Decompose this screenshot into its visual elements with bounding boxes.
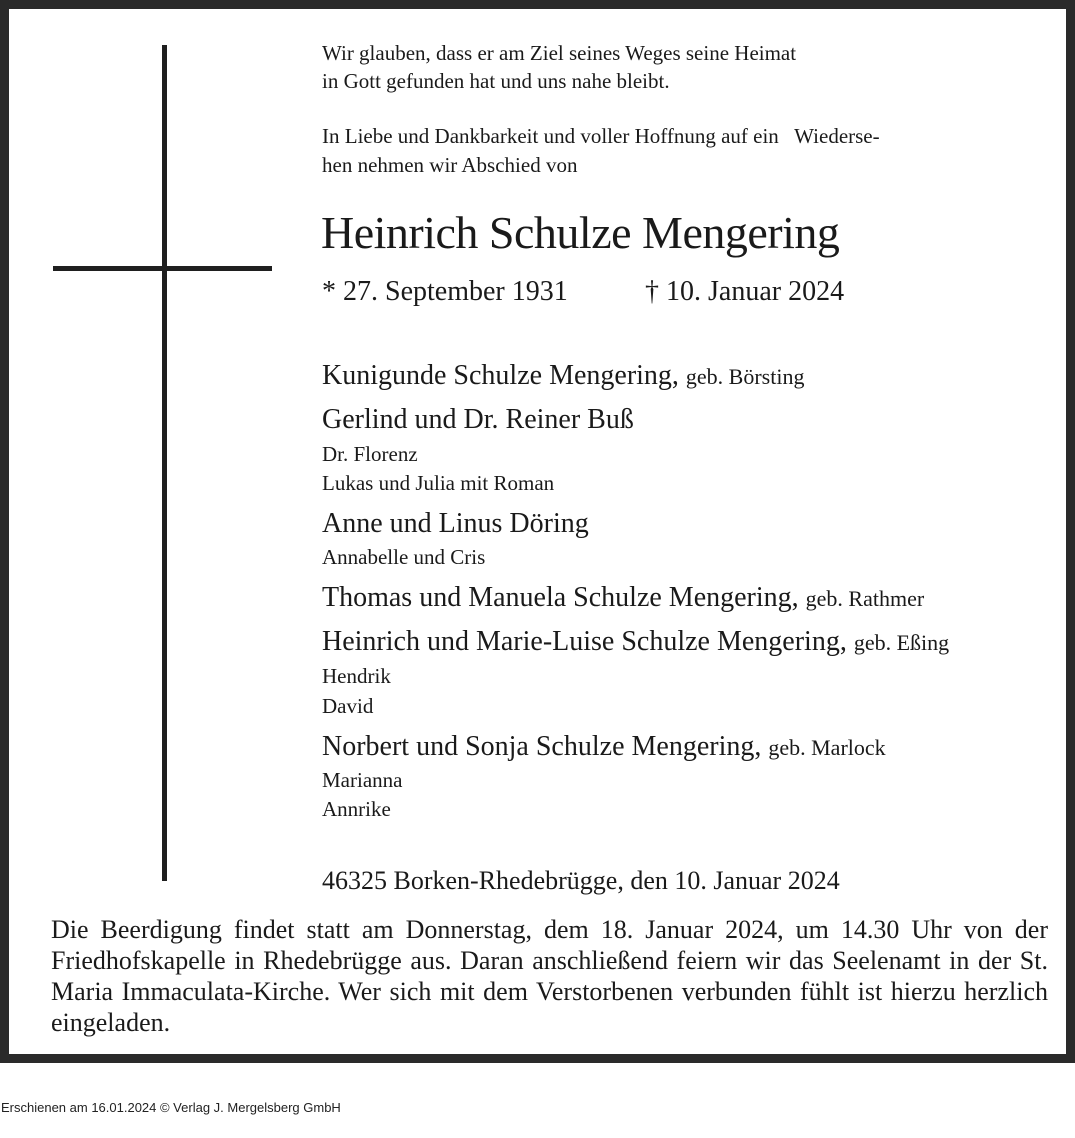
mourner-child: David xyxy=(322,694,374,718)
mourner-name-text: Norbert und Sonja Schulze Mengering, xyxy=(322,731,762,762)
cross-icon-horizontal-bar xyxy=(53,266,272,271)
mourner-child: Dr. Florenz xyxy=(322,442,418,466)
mourner-name-text: Thomas und Manuela Schulze Mengering, xyxy=(322,582,799,613)
mourner-name xyxy=(322,359,804,394)
mourner-child: Annabelle und Cris xyxy=(322,545,486,569)
funeral-information: Die Beerdigung findet statt am Donnerstag, dem 18. Januar 2024, um 14.30 Uhr von der Friedhofskapelle in Rhedebrügge aus. Daran anschließend feiern wir das Seelenamt in der St. Maria Immaculata-Kirche. Wer sich mit dem Verstorbenen verbunden fühlt ist hierzu herzlich eingeladen. xyxy=(51,915,1048,1037)
farewell-line-1: In Liebe und Dankbarkeit und voller Hoffnung auf ein Wiederse- xyxy=(322,124,880,148)
mourner-name-text: Kunigunde Schulze Mengering, xyxy=(322,360,679,391)
place-and-date: 46325 Borken-Rhedebrügge, den 10. Januar 2024 xyxy=(322,866,840,895)
mourner-name xyxy=(322,730,886,765)
mourner-maiden-name: geb. Marlock xyxy=(768,735,886,760)
mourner-name xyxy=(322,625,949,660)
mourner-name xyxy=(322,581,924,616)
publication-footer: Erschienen am 16.01.2024 © Verlag J. Mergelsberg GmbH xyxy=(1,1100,341,1115)
cross-icon-vertical-bar xyxy=(162,45,167,881)
farewell-line-2: hen nehmen wir Abschied von xyxy=(322,153,578,177)
mourner-name-text: Heinrich und Marie-Luise Schulze Mengering, xyxy=(322,626,847,657)
mourner-child: Marianna xyxy=(322,768,403,792)
birth-date: * 27. September 1931 xyxy=(322,276,568,307)
mourner-maiden-name: geb. Eßing xyxy=(853,630,950,655)
death-date: † 10. Januar 2024 xyxy=(645,276,845,307)
mourner-child: Lukas und Julia mit Roman xyxy=(322,471,555,495)
mourner-child: Annrike xyxy=(322,797,391,821)
mourner-maiden-name: geb. Börsting xyxy=(685,364,805,389)
mourner-child: Hendrik xyxy=(322,664,391,688)
quote-line-1: Wir glauben, dass er am Ziel seines Weges seine Heimat xyxy=(322,41,797,65)
mourner-maiden-name: geb. Rathmer xyxy=(805,586,925,611)
mourner-name: Gerlind und Dr. Reiner Buß xyxy=(322,404,634,435)
deceased-name: Heinrich Schulze Mengering xyxy=(321,207,840,258)
quote-line-2: in Gott gefunden hat und uns nahe bleibt. xyxy=(322,69,670,93)
mourner-name: Anne und Linus Döring xyxy=(322,508,589,539)
